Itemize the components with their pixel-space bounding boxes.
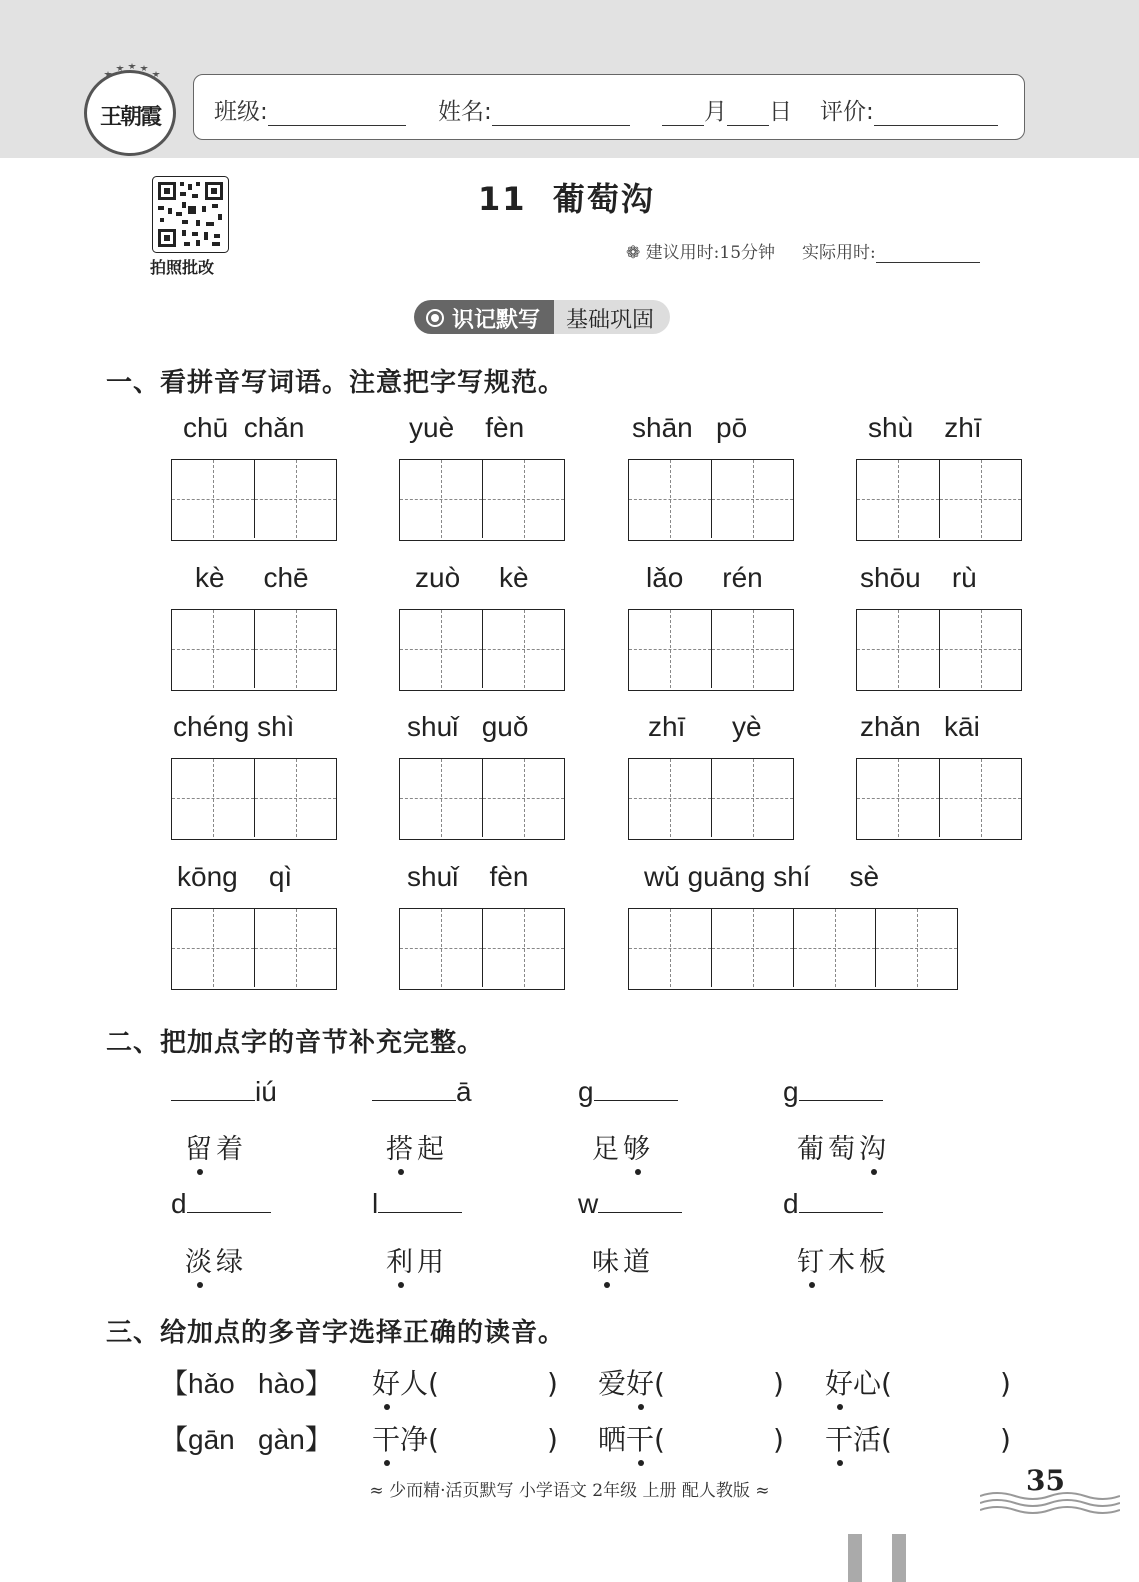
day-input-line[interactable] bbox=[727, 101, 769, 126]
syllable-initial: w bbox=[578, 1188, 599, 1219]
section-tag bbox=[414, 300, 670, 334]
publisher-logo bbox=[84, 70, 176, 156]
lesson-name: 葡萄沟 bbox=[552, 180, 655, 218]
student-info-box bbox=[193, 74, 1025, 140]
writing-cell[interactable] bbox=[629, 610, 711, 688]
writing-cell[interactable] bbox=[939, 460, 1021, 538]
writing-grid[interactable] bbox=[171, 758, 337, 840]
answer-line[interactable] bbox=[187, 1186, 271, 1213]
writing-grid[interactable] bbox=[628, 459, 794, 541]
writing-cell[interactable] bbox=[254, 460, 336, 538]
emphasis-dot bbox=[837, 1460, 843, 1466]
answer-paren-open: ( bbox=[654, 1423, 665, 1456]
writing-grid[interactable] bbox=[399, 609, 565, 691]
logo-text: 王朝霞 bbox=[99, 103, 160, 130]
pinyin-prompt: zhǎn kāi bbox=[860, 711, 980, 742]
name-label: 姓名: bbox=[438, 99, 492, 125]
question-2-heading: 二、把加点字的音节补充完整。 bbox=[106, 1028, 485, 1058]
writing-cell[interactable] bbox=[400, 610, 482, 688]
pinyin-options: 【hǎo hào】 bbox=[160, 1368, 333, 1399]
answer-paren-open: ( bbox=[428, 1423, 439, 1456]
answer-line[interactable] bbox=[372, 1074, 456, 1101]
writing-cell[interactable] bbox=[254, 909, 336, 987]
qr-caption: 拍照批改 bbox=[150, 258, 215, 277]
polyphone-item[interactable] bbox=[372, 1362, 558, 1402]
pinyin-prompt: shù zhī bbox=[868, 412, 982, 443]
writing-cell[interactable] bbox=[172, 460, 254, 538]
syllable-blank[interactable] bbox=[578, 1186, 682, 1220]
writing-cell[interactable] bbox=[482, 759, 564, 837]
syllable-initial: g bbox=[783, 1076, 799, 1107]
pinyin-options: 【gān gàn】 bbox=[160, 1424, 333, 1455]
pinyin-prompt: zuò kè bbox=[415, 562, 529, 593]
target-word: 葡萄沟 bbox=[797, 1134, 890, 1165]
polyphone-item[interactable] bbox=[598, 1418, 784, 1458]
target-word: 味道 bbox=[592, 1247, 654, 1278]
tag-secondary bbox=[554, 300, 670, 334]
star-crown-icon bbox=[84, 59, 176, 83]
tag-primary-label: 识记默写 bbox=[452, 307, 541, 333]
writing-cell[interactable] bbox=[857, 610, 939, 688]
writing-cell[interactable] bbox=[629, 759, 711, 837]
emphasis-dot bbox=[837, 1404, 843, 1410]
answer-paren-open: ( bbox=[428, 1367, 439, 1400]
name-field[interactable] bbox=[438, 93, 630, 126]
syllable-final: ā bbox=[456, 1076, 472, 1107]
tag-primary bbox=[414, 300, 554, 334]
pinyin-prompt: kōng qì bbox=[177, 861, 293, 892]
writing-cell[interactable] bbox=[172, 759, 254, 837]
writing-grid[interactable] bbox=[171, 908, 337, 990]
syllable-blank[interactable] bbox=[372, 1074, 472, 1108]
writing-cell[interactable] bbox=[857, 759, 939, 837]
month-label: 月 bbox=[704, 99, 727, 125]
syllable-blank[interactable] bbox=[171, 1186, 271, 1220]
target-word: 足够 bbox=[592, 1134, 654, 1165]
polyphone-word: 好心 bbox=[825, 1367, 882, 1400]
pinyin-prompt: shuǐ guǒ bbox=[407, 711, 529, 742]
month-input-line[interactable] bbox=[662, 101, 704, 126]
writing-grid[interactable] bbox=[856, 609, 1022, 691]
answer-paren-close: ) bbox=[546, 1367, 558, 1400]
binding-bars-icon bbox=[848, 1534, 910, 1582]
writing-cell[interactable] bbox=[875, 909, 957, 987]
writing-grid[interactable] bbox=[628, 758, 794, 840]
pinyin-prompt: yuè fèn bbox=[409, 412, 525, 443]
answer-line[interactable] bbox=[378, 1186, 462, 1213]
writing-grid[interactable] bbox=[628, 908, 958, 990]
writing-cell[interactable] bbox=[482, 909, 564, 987]
answer-line[interactable] bbox=[799, 1074, 883, 1101]
target-word: 淡绿 bbox=[185, 1247, 247, 1278]
polyphone-item[interactable] bbox=[372, 1418, 558, 1458]
answer-paren-close: ) bbox=[546, 1423, 558, 1456]
writing-cell[interactable] bbox=[711, 759, 793, 837]
writing-cell[interactable] bbox=[172, 909, 254, 987]
question-1-heading: 一、看拼音写词语。注意把字写规范。 bbox=[106, 368, 566, 398]
medal-icon bbox=[426, 309, 444, 327]
emphasis-dot bbox=[197, 1169, 203, 1175]
emphasis-dot bbox=[197, 1282, 203, 1288]
writing-cell[interactable] bbox=[711, 610, 793, 688]
evaluation-label: 评价: bbox=[820, 99, 874, 125]
polyphone-word: 晒干 bbox=[598, 1423, 655, 1456]
footer-text: ≈ 少而精·活页默写 小学语文 2年级 上册 配人教版 ≈ bbox=[369, 1481, 770, 1501]
polyphone-word: 干活 bbox=[825, 1423, 882, 1456]
writing-grid[interactable] bbox=[399, 459, 565, 541]
writing-grid[interactable] bbox=[399, 758, 565, 840]
target-word: 钉木板 bbox=[797, 1247, 890, 1278]
syllable-blank[interactable] bbox=[372, 1186, 462, 1220]
actual-time-label: 实际用时: bbox=[802, 243, 876, 263]
writing-cell[interactable] bbox=[939, 759, 1021, 837]
target-word: 利用 bbox=[386, 1247, 448, 1278]
class-label: 班级: bbox=[214, 99, 268, 125]
polyphone-item[interactable] bbox=[598, 1362, 784, 1402]
answer-paren-close: ) bbox=[772, 1367, 784, 1400]
syllable-blank[interactable] bbox=[578, 1074, 678, 1108]
emphasis-dot bbox=[398, 1169, 404, 1175]
answer-line[interactable] bbox=[171, 1074, 255, 1101]
syllable-blank[interactable] bbox=[171, 1074, 277, 1108]
writing-cell[interactable] bbox=[400, 759, 482, 837]
pinyin-prompt: zhī yè bbox=[648, 711, 762, 742]
writing-cell[interactable] bbox=[939, 610, 1021, 688]
writing-cell[interactable] bbox=[629, 460, 711, 538]
pinyin-prompt: kè chē bbox=[195, 562, 309, 593]
syllable-initial: d bbox=[783, 1188, 799, 1219]
writing-cell[interactable] bbox=[400, 460, 482, 538]
writing-cell[interactable] bbox=[482, 610, 564, 688]
date-field[interactable] bbox=[662, 93, 792, 126]
answer-paren-close: ) bbox=[999, 1367, 1011, 1400]
syllable-initial: l bbox=[372, 1188, 379, 1219]
evaluation-input-line[interactable] bbox=[874, 101, 998, 126]
writing-cell[interactable] bbox=[254, 610, 336, 688]
answer-paren-open: ( bbox=[881, 1423, 892, 1456]
answer-line[interactable] bbox=[594, 1074, 678, 1101]
day-label: 日 bbox=[769, 99, 792, 125]
evaluation-field[interactable] bbox=[820, 93, 998, 126]
writing-cell[interactable] bbox=[711, 460, 793, 538]
writing-cell[interactable] bbox=[254, 759, 336, 837]
answer-line[interactable] bbox=[799, 1186, 883, 1213]
syllable-blank[interactable] bbox=[783, 1074, 883, 1108]
pinyin-prompt: lǎo rén bbox=[646, 562, 763, 593]
emphasis-dot bbox=[398, 1282, 404, 1288]
emphasis-dot bbox=[604, 1282, 610, 1288]
pinyin-prompt: wǔ guāng shí sè bbox=[644, 861, 880, 892]
polyphone-item[interactable] bbox=[825, 1418, 1011, 1458]
pinyin-prompt: chū chǎn bbox=[183, 412, 305, 443]
writing-cell[interactable] bbox=[629, 909, 711, 987]
tag-secondary-label: 基础巩固 bbox=[566, 307, 655, 333]
polyphone-item[interactable] bbox=[825, 1362, 1011, 1402]
syllable-initial: d bbox=[171, 1188, 187, 1219]
emphasis-dot bbox=[871, 1169, 877, 1175]
polyphone-word: 干净 bbox=[372, 1423, 429, 1456]
question-3-heading: 三、给加点的多音字选择正确的读音。 bbox=[106, 1318, 566, 1348]
writing-grid[interactable] bbox=[171, 609, 337, 691]
writing-cell[interactable] bbox=[857, 460, 939, 538]
pinyin-prompt: shōu rù bbox=[860, 562, 977, 593]
pinyin-prompt: chéng shì bbox=[173, 711, 295, 742]
page-number: 35 bbox=[1026, 1464, 1065, 1497]
emphasis-dot bbox=[635, 1169, 641, 1175]
syllable-final: iú bbox=[255, 1076, 277, 1107]
syllable-initial: g bbox=[578, 1076, 594, 1107]
writing-grid[interactable] bbox=[856, 459, 1022, 541]
emphasis-dot bbox=[384, 1404, 390, 1410]
writing-cell[interactable] bbox=[400, 909, 482, 987]
answer-paren-open: ( bbox=[881, 1367, 892, 1400]
answer-paren-close: ) bbox=[772, 1423, 784, 1456]
class-field[interactable] bbox=[214, 93, 406, 126]
time-row bbox=[626, 238, 980, 263]
wave-decoration-icon bbox=[980, 1488, 1120, 1518]
writing-cell[interactable] bbox=[172, 610, 254, 688]
writing-cell[interactable] bbox=[793, 909, 875, 987]
syllable-blank[interactable] bbox=[783, 1186, 883, 1220]
pinyin-prompt: shān pō bbox=[632, 412, 748, 443]
target-word: 留着 bbox=[185, 1134, 247, 1165]
answer-paren-open: ( bbox=[654, 1367, 665, 1400]
answer-paren-close: ) bbox=[999, 1423, 1011, 1456]
writing-grid[interactable] bbox=[171, 459, 337, 541]
writing-cell[interactable] bbox=[482, 460, 564, 538]
suggested-time: 建议用时:15分钟 bbox=[645, 243, 776, 263]
actual-time-line[interactable] bbox=[876, 244, 980, 263]
writing-grid[interactable] bbox=[856, 758, 1022, 840]
target-word: 搭起 bbox=[386, 1134, 448, 1165]
qr-code-icon[interactable] bbox=[152, 176, 229, 253]
emphasis-dot bbox=[809, 1282, 815, 1288]
polyphone-word: 爱好 bbox=[598, 1367, 655, 1400]
lesson-number: 11 bbox=[478, 180, 527, 218]
flower-icon: ❁ bbox=[626, 243, 641, 263]
emphasis-dot bbox=[384, 1460, 390, 1466]
answer-line[interactable] bbox=[598, 1186, 682, 1213]
writing-grid[interactable] bbox=[628, 609, 794, 691]
lesson-title bbox=[478, 174, 655, 220]
writing-grid[interactable] bbox=[399, 908, 565, 990]
emphasis-dot bbox=[638, 1460, 644, 1466]
polyphone-word: 好人 bbox=[372, 1367, 429, 1400]
writing-cell[interactable] bbox=[711, 909, 793, 987]
class-input-line[interactable] bbox=[268, 101, 406, 126]
name-input-line[interactable] bbox=[492, 101, 630, 126]
emphasis-dot bbox=[638, 1404, 644, 1410]
pinyin-prompt: shuǐ fèn bbox=[407, 861, 529, 892]
